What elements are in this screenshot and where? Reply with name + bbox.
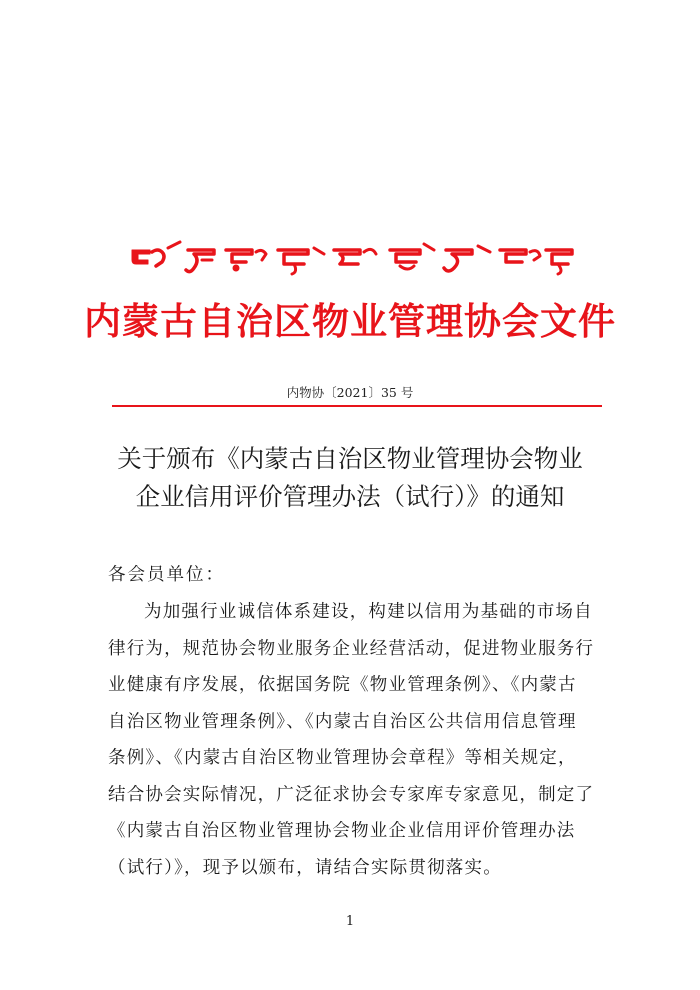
body-line-7: 《内蒙古自治区物业管理协会物业企业信用评价管理办法 xyxy=(108,821,576,841)
body-line-8: （试行）》，现予以颁布，请结合实际贯彻落实。 xyxy=(108,857,502,878)
body-line-1: 为加强行业诚信体系建设，构建以信用为基础的市场自 xyxy=(144,602,593,622)
notice-title xyxy=(0,440,700,516)
document-number: 内物协〔2021〕35 号 xyxy=(286,385,414,400)
body-line-4: 自治区物业管理条例》、《内蒙古自治区公共信用信息管理 xyxy=(108,711,577,732)
body-line-6: 结合协会实际情况，广泛征求协会专家库专家意见，制定了 xyxy=(108,784,595,805)
mongolian-script-heading xyxy=(128,238,576,278)
page-number: 1 xyxy=(345,914,355,929)
salutation: 各会员单位： xyxy=(108,565,225,585)
body-line-3: 业健康有序发展，依据国务院《物业管理条例》、《内蒙古 xyxy=(108,675,577,695)
body-line-2: 律行为，规范协会物业服务企业经营活动，促进物业服务行 xyxy=(108,638,595,659)
body-paragraph xyxy=(108,594,598,886)
issuing-organization-title: 内蒙古自治区物业管理协会文件 xyxy=(84,299,616,343)
red-divider-line xyxy=(112,405,602,407)
notice-title-line-1: 关于颁布《内蒙古自治区物业管理协会物业 xyxy=(117,444,583,473)
notice-title-line-2: 企业信用评价管理办法（试行）》的通知 xyxy=(135,482,565,511)
body-line-5: 条例》、《内蒙古自治区物业管理协会章程》等相关规定， xyxy=(108,748,577,768)
